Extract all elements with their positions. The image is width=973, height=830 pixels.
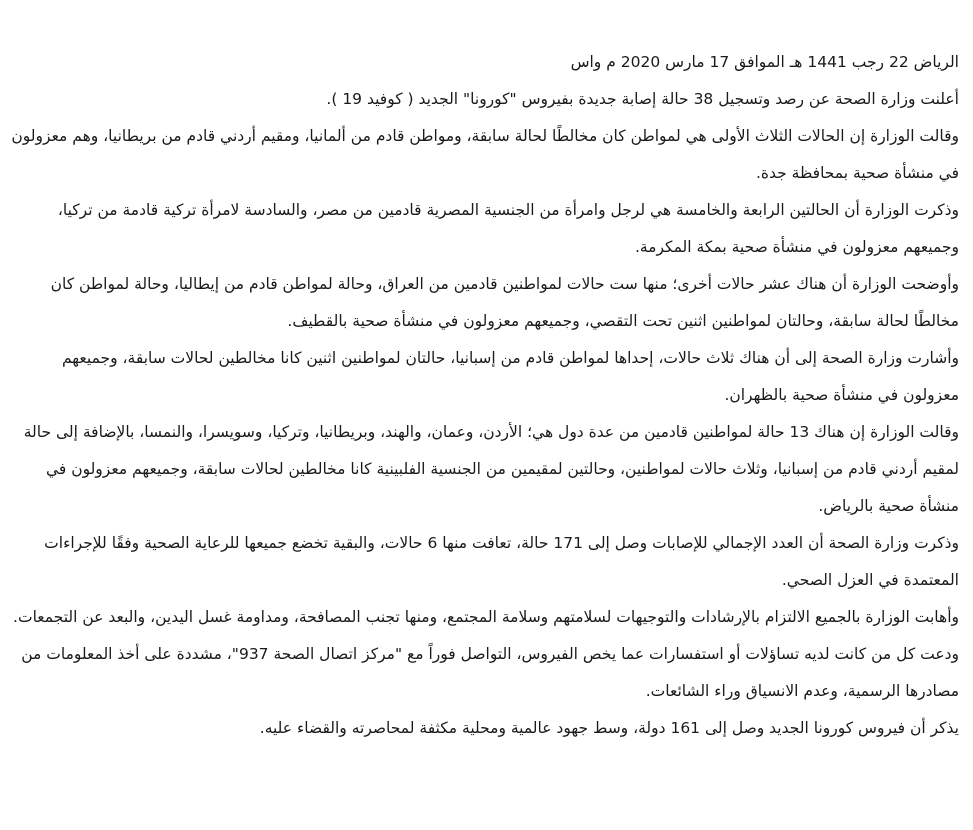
paragraph-dhahran-cases: وأشارت وزارة الصحة إلى أن هناك ثلاث حالات، إحداها لمواطن قادم من إسبانيا، حالتان لمواطنين اثنين كانا مخالطين لحالات سابقة، وجميعهم معزولون في منشأة صحية بالظهران.: [61, 349, 959, 404]
paragraph-contact-center: ودعت كل من كانت لديه تساؤلات أو استفسارات عما يخص الفيروس، التواصل فوراً مع "مركز اتصال الصحة 937"، مشددة على أخذ المعلومات من مصادرها الرسمية، وعدم الانسياق وراء الشائعات.: [21, 645, 959, 700]
paragraph-global-spread: يذكر أن فيروس كورونا الجديد وصل إلى 161 دولة، وسط جهود عالمية ومحلية مكثفة لمحاصرته والقضاء عليه.: [259, 719, 959, 737]
dateline: الرياض 22 رجب 1441 هـ الموافق 17 مارس 2020 م واس: [570, 53, 959, 71]
paragraph-guidelines: وأهابت الوزارة بالجميع الالتزام بالإرشادات والتوجيهات لسلامتهم وسلامة المجتمع، ومنها تجنب المصافحة، ومداومة غسل اليدين، والبعد عن التجمعات.: [13, 608, 959, 626]
paragraph-total-cases: وذكرت وزارة الصحة أن العدد الإجمالي للإصابات وصل إلى 171 حالة، تعافت منها 6 حالات، والبقية تخضع جميعها للرعاية الصحية وفقًا للإجراءات المعتمدة في العزل الصحي.: [44, 534, 959, 589]
paragraph-qatif-cases: وأوضحت الوزارة أن هناك عشر حالات أخرى؛ منها ست حالات لمواطنين قادمين من العراق، وحالة لمواطن قادم من إيطاليا، وحالة لمواطن كان مخالطًا لحالة سابقة، وحالتان لمواطنين اثنين تحت التقصي، وجميعهم معزولون في منشأة صحية بالقطيف.: [50, 275, 959, 330]
paragraph-jeddah-cases: وقالت الوزارة إن الحالات الثلاث الأولى هي لمواطن كان مخالطًا لحالة سابقة، ومواطن قادم من ألمانيا، ومقيم أردني قادم من بريطانيا، وهم معزولون في منشأة صحية بمحافظة جدة.: [11, 127, 959, 182]
paragraph-makkah-cases: وذكرت الوزارة أن الحالتين الرابعة والخامسة هي لرجل وامرأة من الجنسية المصرية قادمين من مصر، والسادسة لامرأة تركية قادمة من تركيا، وجميعهم معزولون في منشأة صحية بمكة المكرمة.: [57, 201, 959, 256]
article-body: [8, 44, 959, 747]
paragraph-announcement: أعلنت وزارة الصحة عن رصد وتسجيل 38 حالة إصابة جديدة بفيروس "كورونا" الجديد ( كوفيد 19 ).: [326, 90, 959, 108]
paragraph-riyadh-cases: وقالت الوزارة إن هناك 13 حالة لمواطنين قادمين من عدة دول هي؛ الأردن، وعمان، والهند، وبريطانيا، وتركيا، وسويسرا، والنمسا، بالإضافة إلى حالة لمقيم أردني قادم من إسبانيا، وثلاث حالات لمواطنين، وحالتين لمقيمين من الجنسية الفلبينية كانا مخالطين لحالات سابقة، وجميعهم معزولون في منشأة صحية بالرياض.: [23, 423, 959, 515]
